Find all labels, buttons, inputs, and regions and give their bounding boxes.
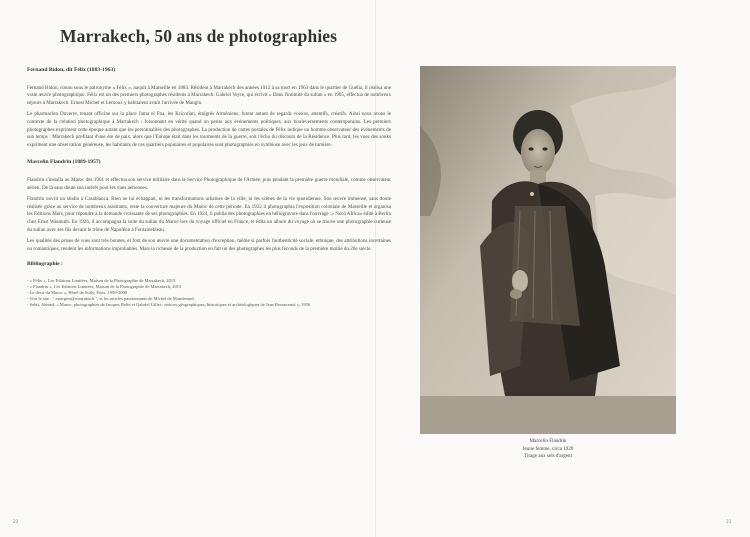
portrait-image: [420, 66, 676, 434]
portrait-photograph: [420, 66, 676, 434]
page-number-right: 23: [726, 519, 732, 525]
section-flandrin: [27, 159, 391, 253]
paragraph: Fernand Bidon, connu sous le patronyme « Félix », naquit à Marseille en 1883. Résident à Marrakech des années 1912 à sa mort en 1963 dans le quartier de Guéliz, il réalisa une vraie œuvre photographique. Félix est un des premiers photographes résidents à Marrakech. Gabriel Veyre, qui écrivit « Dans l'intimité du sultan » en 1905, effectua de nombreux séjours à Marrakech. Ernest Michel et Lemoux y habitaient avant l'arrivée de Mangin.: [27, 84, 391, 106]
section-heading: Fernand Bidon, dit Félix (1883-1963): [27, 67, 116, 73]
page-title: Marrakech, 50 ans de photographies: [60, 25, 338, 46]
paragraph: Flandrin s'installa au Maroc dès 1901 et effectua son service militaire dans le Service Photographique de l'Armée, puis pendant la première guerre mondiale, comme observateur aérien. De là sans doute son intérêt pour les vues aériennes.: [27, 176, 391, 191]
section-felix: [27, 67, 391, 149]
bibliography-heading: Bibliographie :: [27, 261, 63, 268]
article-text-column: [27, 67, 391, 308]
caption-photographer: Marcelin Flandrin: [529, 438, 567, 444]
bibliography-item: - Voir le site : " marrgest@marrakech ", et les articles passionnants de Michel de Mondenard.: [27, 296, 195, 302]
photo-caption: [420, 438, 676, 461]
bibliography-list: [27, 278, 391, 308]
bibliography-item: - « Flandrin », Les Editions Limitées, Maison de la Photographie de Marrakech, 2015: [27, 283, 182, 289]
bibliography-item: - « Félix », Les Editions Limitées, Maison de la Photographie de Marrakech, 2015: [27, 277, 176, 283]
bibliography: [27, 261, 391, 308]
section-heading: Marcelin Flandrin (1889-1957): [27, 159, 101, 166]
bibliography-item: - Le désir du Maroc », Hôtel de Sully, Paris, 1999-2000: [27, 290, 128, 296]
bibliography-item: - Sebti, Ahmed, « Maroc, photographies de Jacques Belin et Gabriel Gillet : notices géographiques, historiques et archéologiques de Jean Besancenot », 1956: [27, 302, 311, 308]
paragraph: Les qualités des prises de vues sont très bonnes, et font de son œuvre une documentation d'exception, même si parfois l'authenticité sociale, ethnique, des attributions incertaines ou romantiques, rendent les informations improbables. Mais la richesse de la production en fait un des photographes les plus féconds de la première moitié du 20e siècle.: [27, 238, 391, 252]
paragraph: Flandrin ouvrit un studio à Casablanca. Rien ne lui échappait, ni les transformations urbaines de la ville, ni les scènes de la vie quotidienne. Son œuvre immense, sans doute réalisée grâce au service de nombreux assistants, reste la couverture majeure du Maroc de cette période. En 1922 il photographia l'exposition coloniale de Marseille et organisa les Editions Mars, pour répondre à la demande croissante de ses photographies. En 1924, il publia des photographies en héliogravure dans l'ouvrage :« Nord Africa» édité à Berlin chez Ernst Wasmuth. En 1926, il accompagna la suite du sultan du Maroc lors du voyage officiel en France, et édita un album du voyage où se trouve une photographie curieuse du sultan avec ses fils devant le trône de Napoléon à Fontainebleau.: [27, 196, 391, 233]
paragraph: Le pharmacien Duverre, tenant officine sur la place Jama el Fna, les Kricorian, émigrés Arméniens, furent autant de regards voisins, attentifs, créatifs. Ainsi nous avons le contexte de la création photographique à Marrakech : foisonnant en vérité quand on pense aux événements politiques, aux bouleversements contemporains. Les premiers photographes expriment cette époque autant que les personnalités des photographes. La production de cartes postales de Félix indique un homme observateur des événements de son temps : Marrakech profitant d'une ère de paix, alors que l'Europe était dans les tourments de la guerre, soit l'écho du discours de la Résidence. Plus tard, les vues des souks expriment une observation généreuse, les habitants de ces quartiers populaires et populaires sont photographiés en symbiose avec les jeux de lumière.: [27, 111, 391, 148]
caption-title: Jeune femme, circa 1920: [522, 445, 574, 452]
page-number-left: 22: [13, 519, 19, 525]
caption-technique: Tirage aux sels d'argent: [523, 453, 573, 459]
